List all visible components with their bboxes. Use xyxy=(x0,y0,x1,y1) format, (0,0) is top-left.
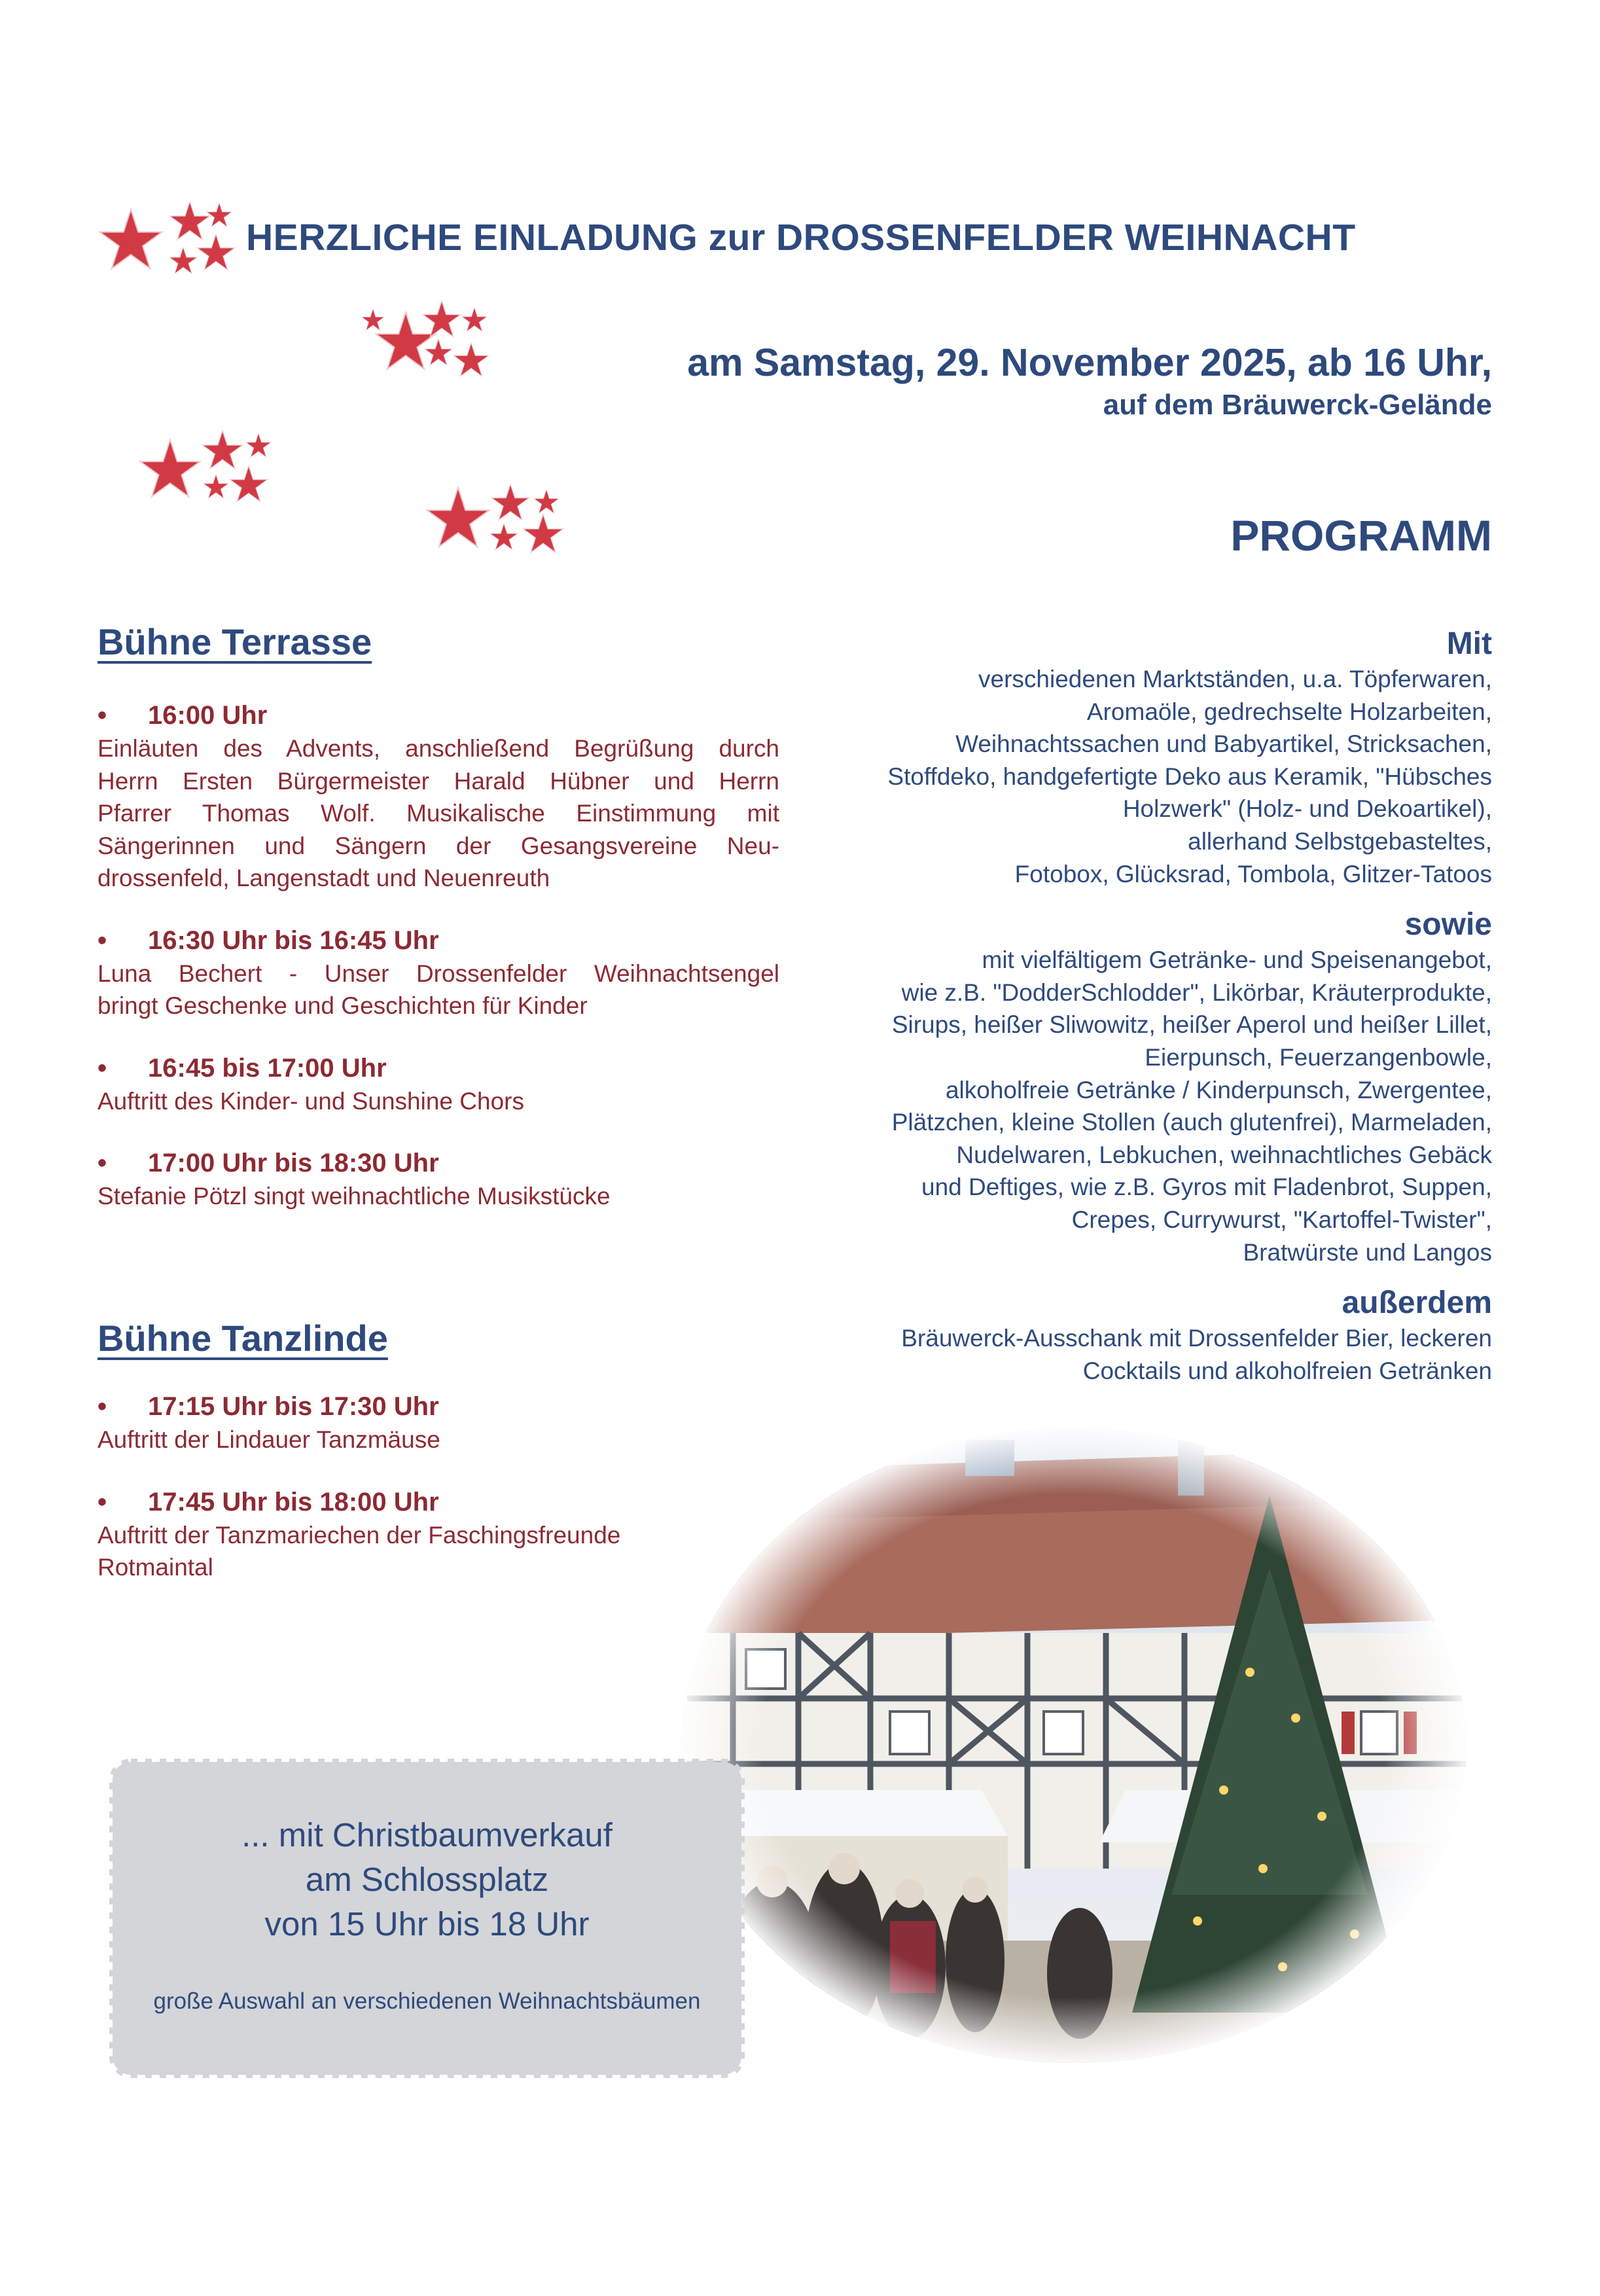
bullet-icon: • xyxy=(98,1149,107,1177)
christbaum-line: am Schlossplatz xyxy=(305,1861,549,1898)
mit-line: Holzwerk" (Holz- und Dekoartikel), xyxy=(1122,795,1492,823)
programm-heading: PROGRAMM xyxy=(1230,511,1492,560)
mit-line: Aromaöle, gedrechselte Holzarbeiten, xyxy=(1086,698,1492,725)
bullet-icon: • xyxy=(98,1053,107,1083)
item-time: 17:45 Uhr bis 18:00 Uhr xyxy=(148,1487,439,1516)
mit-heading: Mit xyxy=(1446,626,1492,661)
ausserdem-heading: außerdem xyxy=(1342,1285,1492,1321)
stage-tanzlinde-heading: Bühne Tanzlinde xyxy=(98,1318,388,1359)
sowie-heading: sowie xyxy=(1404,907,1492,942)
schedule-item xyxy=(98,924,779,1022)
christbaum-text xyxy=(105,1813,749,1946)
item-desc-line: Sängerinnen und Sängern der Gesangsvereine Neu- xyxy=(98,832,779,859)
ausserdem-line: Bräuwerck-Ausschank mit Drossenfelder Bier, leckeren xyxy=(901,1325,1492,1352)
christbaum-note: große Auswahl an verschiedenen Weihnachtsbäumen xyxy=(153,1988,701,2014)
item-time: 16:00 Uhr xyxy=(148,701,268,730)
item-desc-line: Auftritt des Kinder- und Sunshine Chors xyxy=(98,1087,524,1115)
item-time: 17:00 Uhr bis 18:30 Uhr xyxy=(148,1149,439,1177)
page-title: HERZLICHE EINLADUNG zur DROSSENFELDER WEIHNACHT xyxy=(246,217,1356,259)
event-venue: auf dem Bräuwerck-Gelände xyxy=(1103,389,1492,421)
mit-line: allerhand Selbstgebasteltes, xyxy=(1188,827,1492,855)
sowie-line: Sirups, heißer Sliwowitz, heißer Aperol und heißer Lillet, xyxy=(891,1011,1492,1039)
sowie-line: Crepes, Currywurst, "Kartoffel-Twister", xyxy=(1071,1206,1492,1233)
item-desc-line: Auftritt der Lindauer Tanzmäuse xyxy=(98,1426,440,1453)
item-desc-line: Einläuten des Advents, anschließend Begrüßung durch xyxy=(98,735,779,762)
bullet-icon: • xyxy=(98,1487,107,1516)
ausserdem-line: Cocktails und alkoholfreien Getränken xyxy=(1082,1357,1492,1384)
mit-line: verschiedenen Marktständen, u.a. Töpferwaren, xyxy=(978,666,1492,692)
mit-line: Weihnachtssachen und Babyartikel, Stricksachen, xyxy=(955,730,1492,758)
schedule-item xyxy=(98,698,779,895)
sowie-line: Eierpunsch, Feuerzangenbowle, xyxy=(1145,1043,1492,1071)
christbaum-line: ... mit Christbaumverkauf xyxy=(241,1816,613,1854)
schedule-item xyxy=(98,1146,779,1213)
item-desc-line: Stefanie Pötzl singt weihnachtliche Musikstücke xyxy=(98,1183,611,1210)
item-time: 16:30 Uhr bis 16:45 Uhr xyxy=(148,925,439,955)
event-date: am Samstag, 29. November 2025, ab 16 Uhr, xyxy=(687,341,1492,384)
bullet-icon: • xyxy=(98,1392,107,1421)
item-desc-line: Herrn Ersten Bürgermeister Harald Hübner und Herrn xyxy=(98,767,779,795)
item-desc-line: Rotmaintal xyxy=(98,1554,213,1581)
sowie-line: alkoholfreie Getränke / Kinderpunsch, Zwergentee, xyxy=(945,1076,1492,1103)
mit-line: Fotobox, Glücksrad, Tombola, Glitzer-Tatoos xyxy=(1014,860,1492,888)
stage-terrasse-section xyxy=(98,620,779,1213)
christmas-market-photo xyxy=(674,1424,1472,2068)
item-time: 17:15 Uhr bis 17:30 Uhr xyxy=(148,1392,439,1421)
item-desc-line: Pfarrer Thomas Wolf. Musikalische Einstimmung mit xyxy=(98,800,779,827)
item-desc-line: Luna Bechert - Unser Drossenfelder Weihnachtsengel xyxy=(98,960,779,987)
christbaum-line: von 15 Uhr bis 18 Uhr xyxy=(264,1905,590,1943)
sowie-line: wie z.B. "DodderSchlodder", Likörbar, Kräuterprodukte, xyxy=(901,978,1492,1006)
item-desc-line: bringt Geschenke und Geschichten für Kinder xyxy=(98,992,588,1019)
schedule-item xyxy=(98,1051,779,1118)
stage-terrasse-heading: Bühne Terrasse xyxy=(98,621,372,662)
bullet-icon: • xyxy=(98,701,107,730)
offer-section xyxy=(753,625,1492,1387)
item-desc-line: drossenfeld, Langenstadt und Neuenreuth xyxy=(98,865,550,891)
sowie-line: und Deftiges, wie z.B. Gyros mit Fladenbrot, Suppen, xyxy=(921,1174,1492,1201)
sowie-line: Plätzchen, kleine Stollen (auch glutenfrei), Marmeladen, xyxy=(891,1109,1492,1136)
sowie-line: Nudelwaren, Lebkuchen, weihnachtliches Gebäck xyxy=(956,1141,1492,1168)
mit-line: Stoffdeko, handgefertigte Deko aus Keramik, "Hübsches xyxy=(887,762,1492,790)
sowie-line: Bratwürste und Langos xyxy=(1243,1238,1492,1266)
sowie-line: mit vielfältigem Getränke- und Speisenangebot, xyxy=(982,946,1492,974)
item-desc-line: Auftritt der Tanzmariechen der Faschingsfreunde xyxy=(98,1521,621,1549)
bullet-icon: • xyxy=(98,925,107,955)
item-time: 16:45 bis 17:00 Uhr xyxy=(148,1053,387,1083)
